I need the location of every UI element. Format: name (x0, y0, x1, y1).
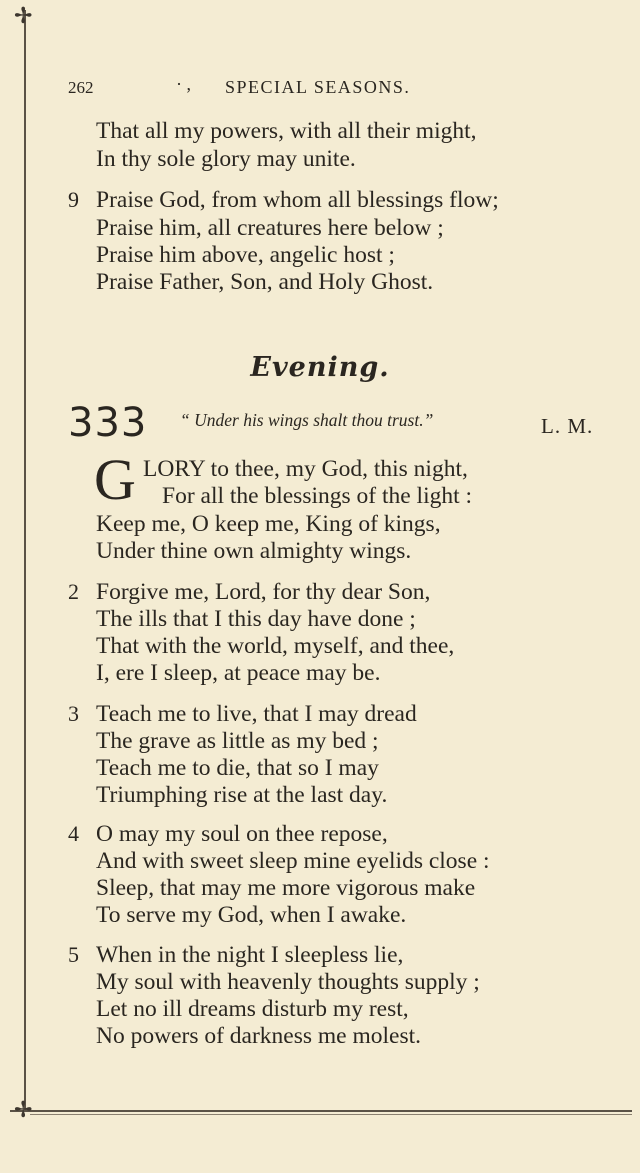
verse-line: Forgive me, Lord, for thy dear Son, (96, 579, 431, 605)
corner-ornament-icon: ✢ (14, 1098, 33, 1123)
verse-line: O may my soul on thee repose, (96, 821, 388, 847)
section-title: Evening. (250, 352, 390, 383)
verse-line: That with the world, myself, and thee, (96, 633, 455, 659)
hymn-meter: L. M. (541, 414, 594, 438)
verse-line: Praise him above, angelic host ; (96, 242, 395, 268)
verse-line: And with sweet sleep mine eyelids close : (96, 848, 490, 874)
bottom-border-rule-inner (30, 1114, 632, 1115)
left-border-rule (24, 10, 26, 1110)
corner-ornament-icon: ✢ (14, 4, 33, 29)
verse-line: In thy sole glory may unite. (96, 146, 356, 172)
verse-line: Teach me to live, that I may dread (96, 701, 417, 727)
verse-line: Keep me, O keep me, King of kings, (96, 511, 441, 537)
verse-line: I, ere I sleep, at peace may be. (96, 660, 381, 686)
verse-line: LORY to thee, my God, this night, (143, 456, 468, 482)
verse-line: Praise him, all creatures here below ; (96, 215, 444, 241)
running-title: SPECIAL SEASONS. (225, 77, 411, 97)
verse-line: Sleep, that may me more vigorous make (96, 875, 476, 901)
verse-line: The ills that I this day have done ; (96, 606, 416, 632)
verse-line: When in the night I sleepless lie, (96, 942, 404, 968)
verse-number: 4 (68, 821, 79, 846)
hymn-epigraph: “ Under his wings shalt thou trust.” (180, 410, 434, 430)
verse-line: Praise God, from whom all blessings flow; (96, 187, 499, 213)
verse-line: No powers of darkness me molest. (96, 1023, 422, 1049)
verse-line: Praise Father, Son, and Holy Ghost. (96, 269, 434, 295)
verse-line: My soul with heavenly thoughts supply ; (96, 969, 480, 995)
hymn-number: 333 (68, 400, 148, 446)
bottom-border-rule (10, 1110, 632, 1112)
verse-line: Under thine own almighty wings. (96, 538, 412, 564)
verse-line: That all my powers, with all their might, (96, 118, 477, 144)
verse-number: 3 (68, 701, 79, 726)
verse-line: Teach me to die, that so I may (96, 755, 379, 781)
verse-line: For all the blessings of the light : (162, 483, 473, 509)
header-mark: · , (176, 74, 191, 94)
verse-line: Let no ill dreams disturb my rest, (96, 996, 409, 1022)
verse-number: 5 (68, 942, 79, 967)
verse-line: To serve my God, when I awake. (96, 902, 407, 928)
drop-cap: G (94, 447, 136, 512)
verse-line: Triumphing rise at the last day. (96, 782, 388, 808)
page-header (68, 74, 608, 104)
verse-number: 9 (68, 187, 79, 212)
verse-number: 2 (68, 579, 79, 604)
verse-line: The grave as little as my bed ; (96, 728, 379, 754)
page-number: 262 (68, 78, 94, 97)
